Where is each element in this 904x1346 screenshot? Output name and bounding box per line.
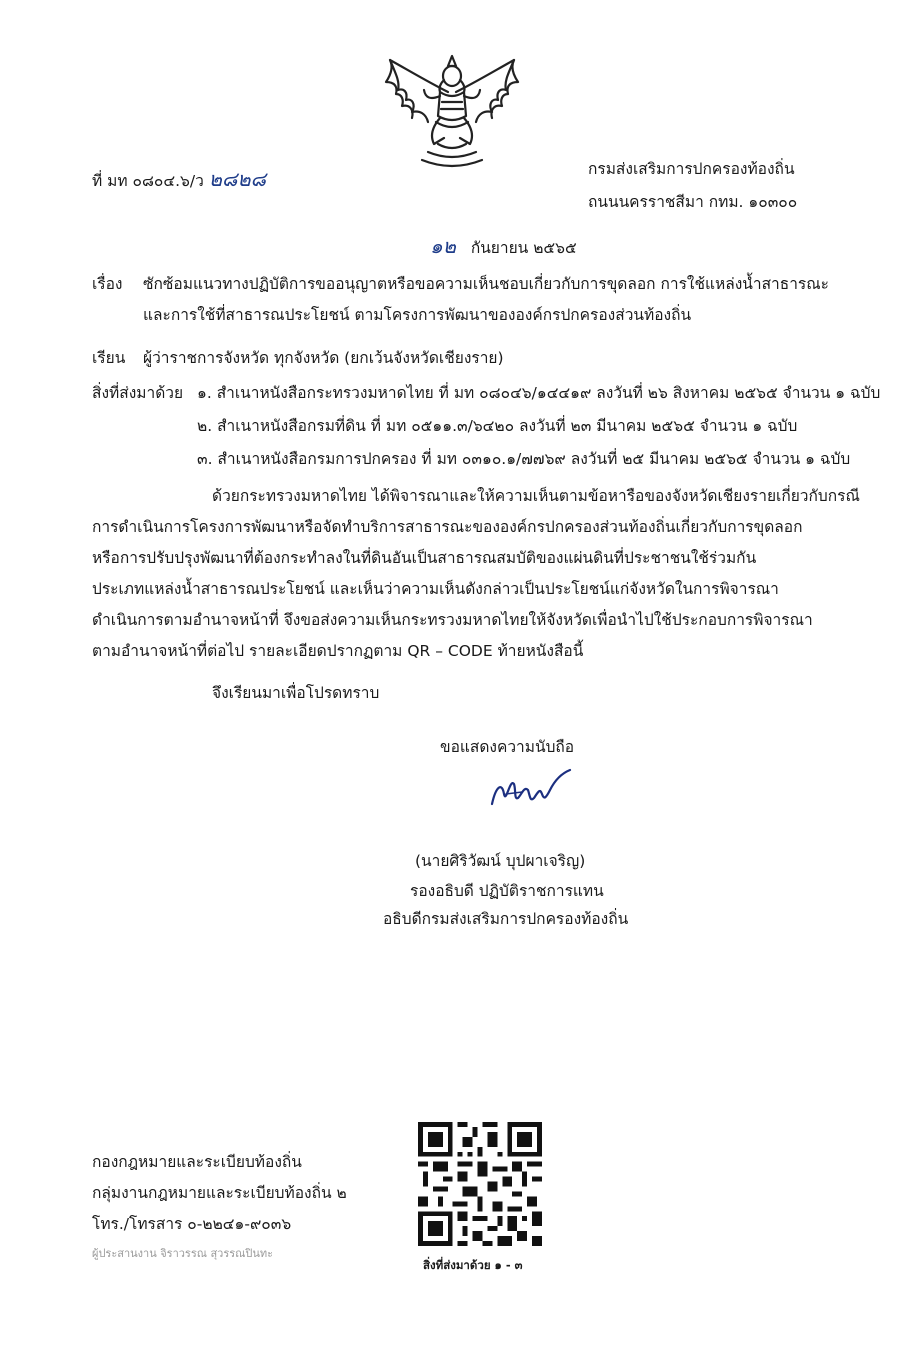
body-line: ด้วยกระทรวงมหาดไทย ได้พิจารณาและให้ความเห็นตามข้อหารือของจังหวัดเชียงรายเกี่ยวกับกรณี [212,487,860,505]
recipient-label: เรียน [92,349,126,367]
office-name: กรมส่งเสริมการปกครองท้องถิ่น [588,160,795,178]
subject-line-2: และการใช้ที่สาธารณประโยชน์ ตามโครงการพัฒนาขององค์กรปกครองส่วนท้องถิ่น [143,306,692,324]
footer-division: กองกฎหมายและระเบียบท้องถิ่น [92,1153,302,1171]
footer-group: กลุ่มงานกฎหมายและระเบียบท้องถิ่น ๒ [92,1184,347,1202]
reference-prefix: ที่ มท ๐๘๐๔.๖/ว [92,172,204,190]
closing-request: จึงเรียนมาเพื่อโปรดทราบ [212,684,380,702]
body-line: ประเภทแหล่งน้ำสาธารณประโยชน์ และเห็นว่าความเห็นดังกล่าวเป็นประโยชน์แก่จังหวัดในการพิจารณา [92,580,779,598]
reference-handwritten-number: ๒๘๒๘ [208,167,266,191]
recipient-text: ผู้ว่าราชการจังหวัด ทุกจังหวัด (ยกเว้นจังหวัดเชียงราย) [143,349,504,367]
body-line: หรือการปรับปรุงพัฒนาที่ต้องกระทำลงในที่ดินอันเป็นสาธารณสมบัติของแผ่นดินที่ประชาชนใช้ร่วมกัน [92,549,757,567]
document-date [430,230,577,262]
body-line: การดำเนินการโครงการพัฒนาหรือจัดทำบริการสาธารณะขององค์กรปกครองส่วนท้องถิ่นเกี่ยวกับการขุดลอก [92,518,803,536]
footer-phone: โทร./โทรสาร ๐-๒๒๔๑-๙๐๓๖ [92,1215,292,1233]
reference-number [92,163,266,195]
body-line: ตามอำนาจหน้าที่ต่อไป รายละเอียดปรากฏตาม QR – CODE ท้ายหนังสือนี้ [92,642,584,660]
body-paragraph [92,481,860,667]
signatory-name: (นายศิริวัฒน์ บุปผาเจริญ) [415,852,586,870]
enclosure-item-3: ๓. สำเนาหนังสือกรมการปกครอง ที่ มท ๐๓๑๐.๑/๗๗๖๙ ลงวันที่ ๒๕ มีนาคม ๒๕๖๕ จำนวน ๑ ฉบับ [197,450,851,468]
body-line: ดำเนินการตามอำนาจหน้าที่ จึงขอส่งความเห็นกระทรวงมหาดไทยให้จังหวัดเพื่อนำไปใช้ประกอบการพิจารณา [92,611,813,629]
office-address: ถนนนครราชสีมา กทม. ๑๐๓๐๐ [588,193,798,211]
salutation: ขอแสดงความนับถือ [440,738,575,756]
qr-caption: สิ่งที่ส่งมาด้วย ๑ - ๓ [423,1258,523,1272]
signatory-position-2: อธิบดีกรมส่งเสริมการปกครองท้องถิ่น [383,910,629,928]
subject-line-1: ซักซ้อมแนวทางปฏิบัติการขออนุญาตหรือขอความเห็นชอบเกี่ยวกับการขุดลอก การใช้แหล่งน้ำสาธารณะ [143,275,829,293]
qr-code[interactable] [418,1122,542,1246]
footer-coordinator: ผู้ประสานงาน จิราวรรณ สุวรรณปินทะ [92,1247,274,1260]
enclosure-item-2: ๒. สำเนาหนังสือกรมที่ดิน ที่ มท ๐๕๑๑.๓/๖๔๒๐ ลงวันที่ ๒๓ มีนาคม ๒๕๖๕ จำนวน ๑ ฉบับ [197,417,798,435]
garuda-emblem [378,52,526,174]
subject-label: เรื่อง [92,275,123,293]
enclosures-label: สิ่งที่ส่งมาด้วย [92,384,184,402]
date-day-handwritten: ๑๒ [430,234,456,258]
enclosure-item-1: ๑. สำเนาหนังสือกระทรวงมหาดไทย ที่ มท ๐๘๐๔๖/๑๔๔๑๙ ลงวันที่ ๒๖ สิงหาคม ๒๕๖๕ จำนวน ๑ ฉบับ [197,384,881,402]
handwritten-signature [486,764,576,814]
signatory-position-1: รองอธิบดี ปฏิบัติราชการแทน [410,882,604,900]
date-month-year: กันยายน ๒๕๖๕ [470,239,577,257]
